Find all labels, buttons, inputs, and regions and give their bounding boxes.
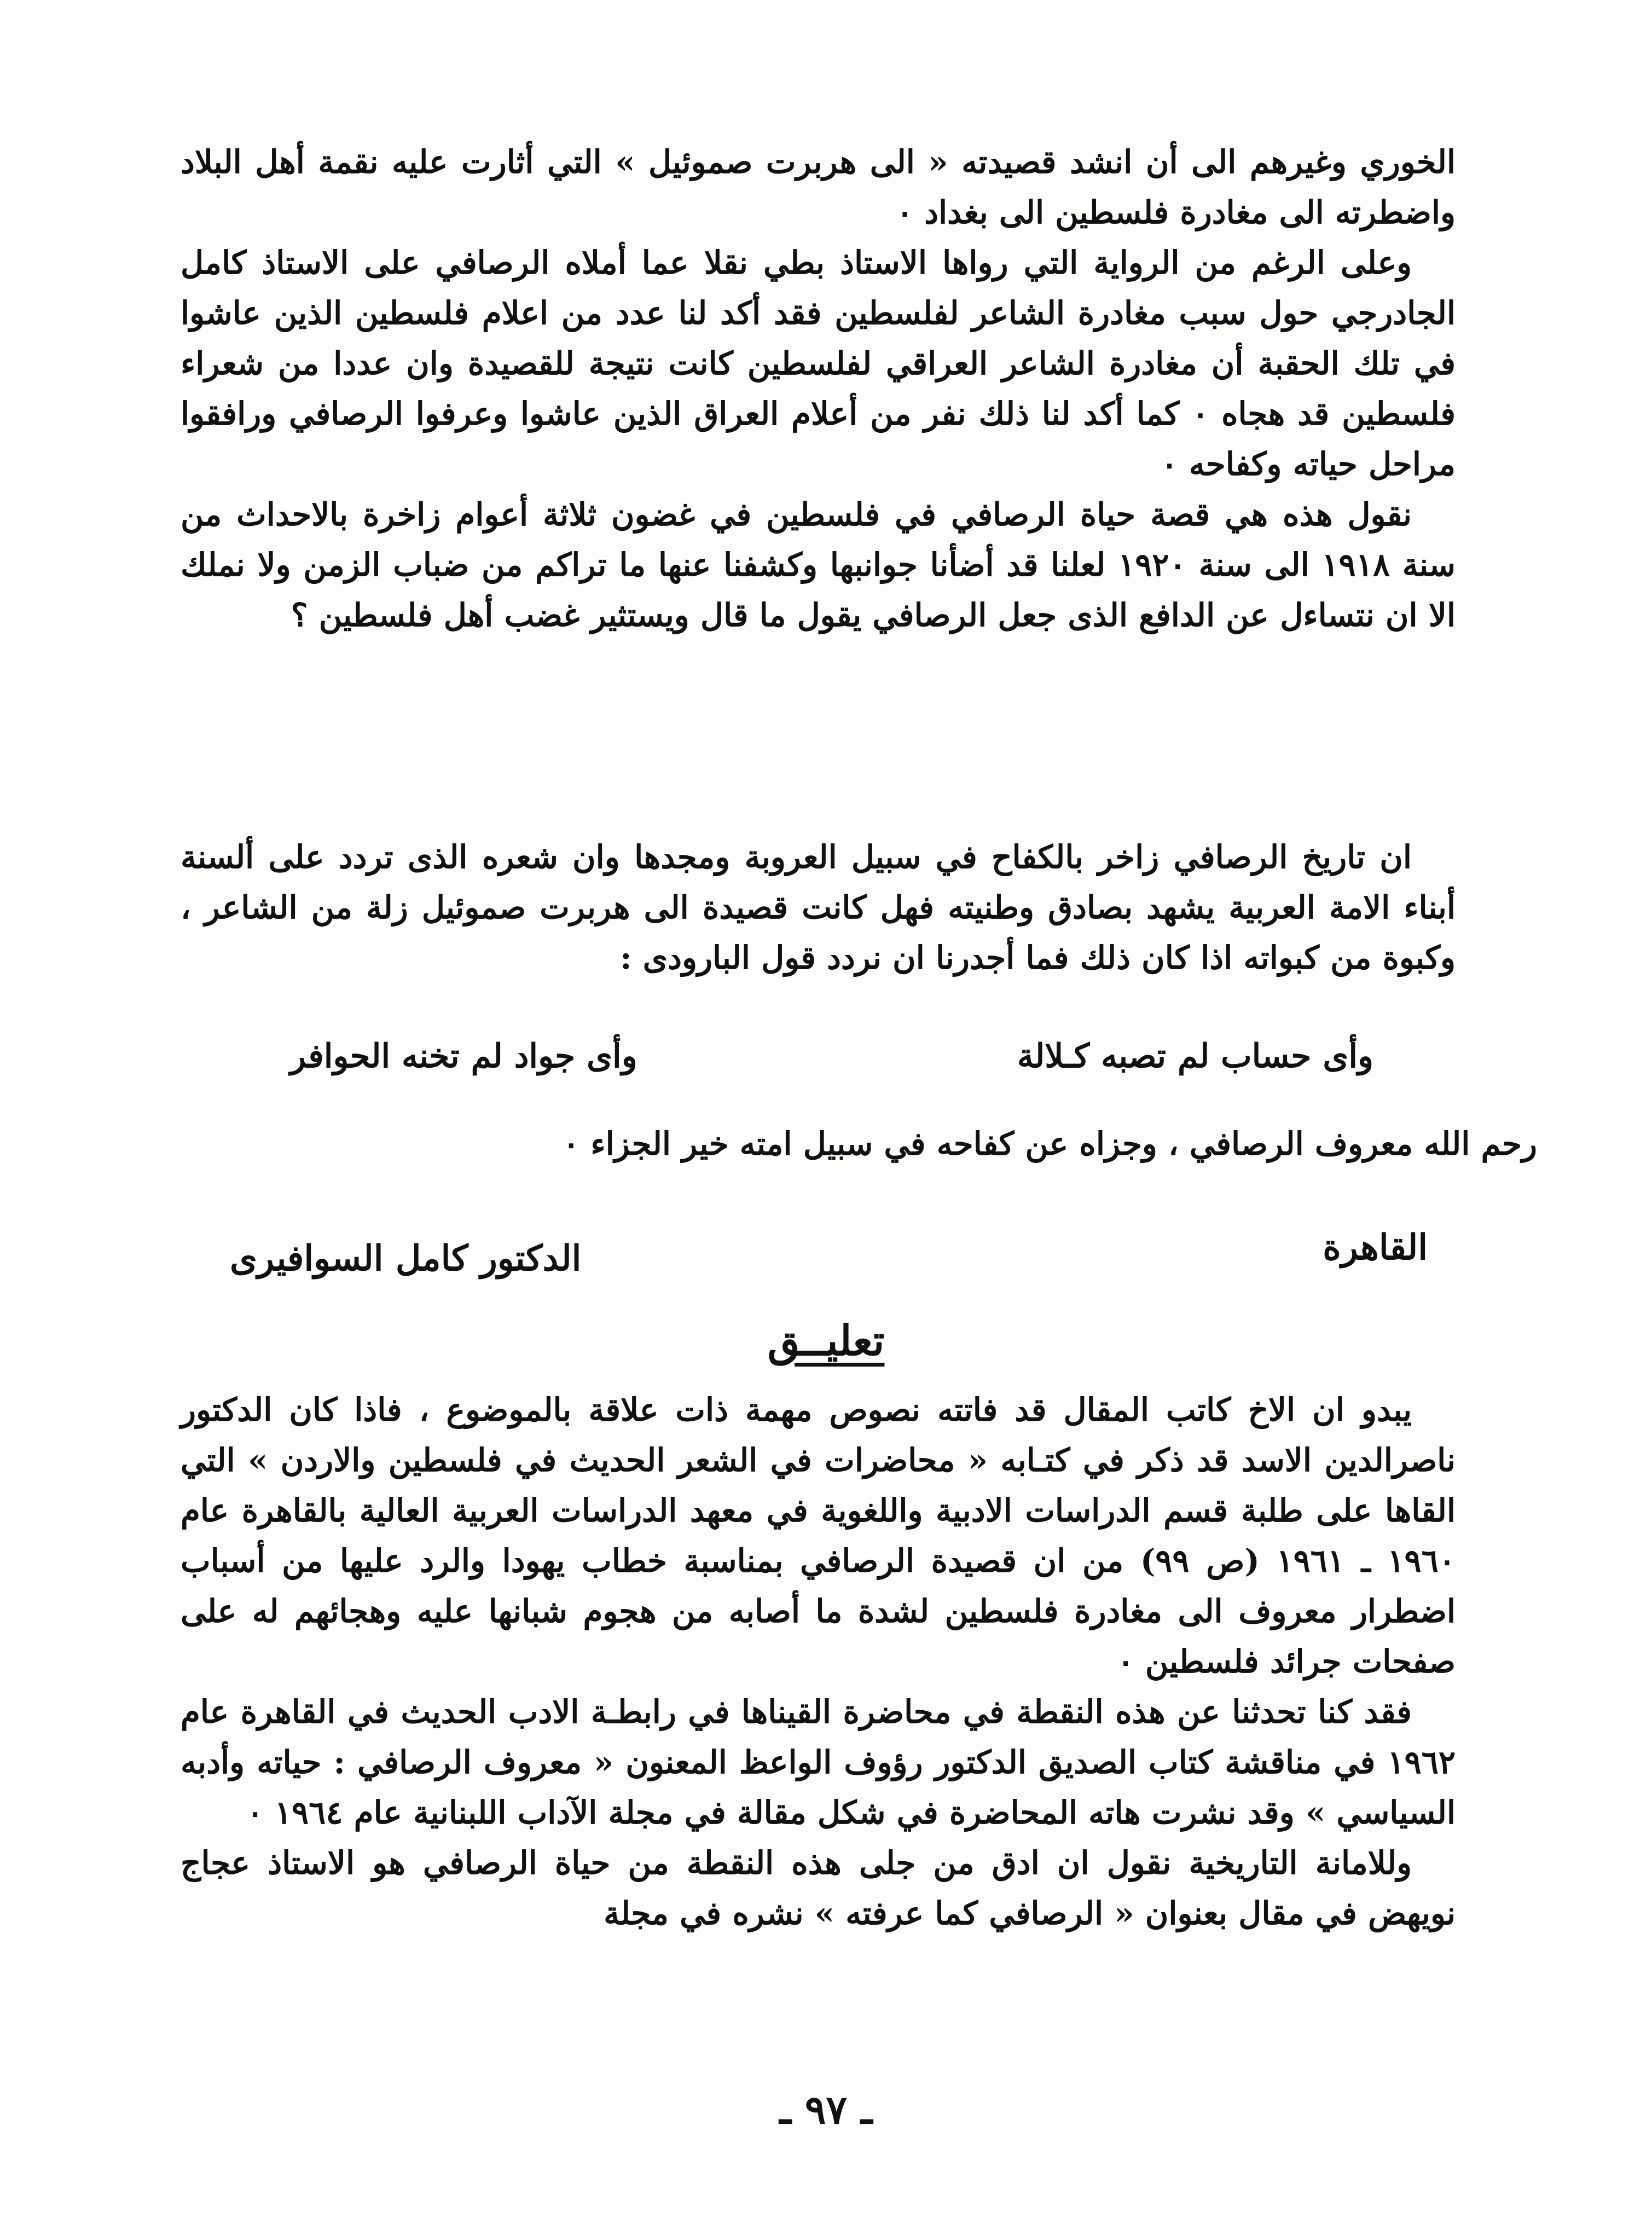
verse-first-hemistich: وأى حساب لم تصبه كـلالة <box>1017 1037 1373 1075</box>
closing-prayer: رحم الله معروف الرصافي ، وجزاه عن كفاحه في سبيل امته خير الجزاء ٠ <box>563 1125 1537 1162</box>
article-conclusion <box>181 832 1456 983</box>
paragraph-comment-sources: يبدو ان الاخ كاتب المقال قد فاتته نصوص مهمة ذات علاقة بالموضوع ، فاذا كان الدكتور ناصرالدين الاسد قد ذكر في كتـابه « محاضرات في الشعر الحديث في فلسطين والاردن » التي القاها على طلبة قسم الدراسات الادبية واللغوية في معهد الدراسات العربية العالية بالقاهرة عام ١٩٦٠ ـ ١٩٦١ (ص ٩٩) من ان قصيدة الرصافي بمناسبة خطاب يهودا والرد عليها من أسباب اضطرار معروف الى مغادرة فلسطين لشدة ما أصابه من هجوم شبانها عليه وهجائهم له على صفحات جرائد فلسطين ٠ <box>181 1391 1456 1680</box>
page-number: ـ ٩٧ ـ <box>779 2086 873 2133</box>
paragraph-rusafi-history: ان تاريخ الرصافي زاخر بالكفاح في سبيل العروبة ومجدها وان شعره الذى تردد على ألسنة أبناء الامة العربية يشهد بصادق وطنيته فهل كانت قصيدة الى هربرت صموئيل زلة من الشاعر ، وكبوة من كبواته اذا كان ذلك فما أجدرنا ان نردد قول البارودى : <box>181 838 1456 976</box>
verse-second-hemistich: وأى جواد لم تخنه الحوافر <box>290 1037 637 1075</box>
paragraph-story-summary: نقول هذه هي قصة حياة الرصافي في فلسطين في غضون ثلاثة أعوام زاخرة بالاحداث من سنة ١٩١٨ الى سنة ١٩٢٠ لعلنا قد أضأنا جوانبها وكشفنا عنها ما تراكم من ضباب الزمن ولا نملك الا ان نتساءل عن الدافع الذى جعل الرصافي يقول ما قال ويستثير غضب أهل فلسطين ؟ <box>181 496 1456 634</box>
signoff-place: القاهرة <box>1323 1227 1428 1268</box>
paragraph-comment-historical: وللامانة التاريخية نقول ان ادق من جلى هذه النقطة من حياة الرصافي هو الاستاذ عجاج نويهض في مقال بعنوان « الرصافي كما عرفته » نشره في مجلة <box>181 1844 1456 1932</box>
paragraph-continued: الخوري وغيرهم الى أن انشد قصيدته « الى هربرت صموئيل » التي أثارت عليه نقمة أهل البلاد واضطرته الى مغادرة فلسطين الى بغداد ٠ <box>181 143 1456 231</box>
article-continuation <box>181 137 1456 640</box>
comment-body <box>181 1385 1456 1938</box>
poetry-verse <box>181 1023 1456 1089</box>
paragraph-comment-lecture: فقد كنا تحدثنا عن هذه النقطة في محاضرة القيناها في رابطـة الادب الحديث في القاهرة عام ١٩٦٢ في مناقشة كتاب الصديق الدكتور رؤوف الواعظ المعنون « معروف الرصافي : حياته وأدبه السياسي » وقد نشرت هاته المحاضرة في شكل مقالة في مجلة الآداب اللبنانية عام ١٩٦٤ ٠ <box>181 1693 1456 1831</box>
signoff-author: الدكتور كامل السوافيرى <box>230 1238 582 1279</box>
comment-heading: تعليــق <box>767 1316 885 1365</box>
paragraph-jadirji-account: وعلى الرغم من الرواية التي رواها الاستاذ بطي نقلا عما أملاه الرصافي على الاستاذ كامل الجادرجي حول سبب مغادرة الشاعر لفلسطين فقد أكد لنا عدد من اعلام فلسطين الذين عاشوا في تلك الحقبة أن مغادرة الشاعر العراقي لفلسطين كانت نتيجة للقصيدة وان عددا من شعراء فلسطين قد هجاه ٠ كما أكد لنا ذلك نفر من أعلام العراق الذين عاشوا وعرفوا الرصافي ورافقوا مراحل حياته وكفاحه ٠ <box>181 244 1456 483</box>
